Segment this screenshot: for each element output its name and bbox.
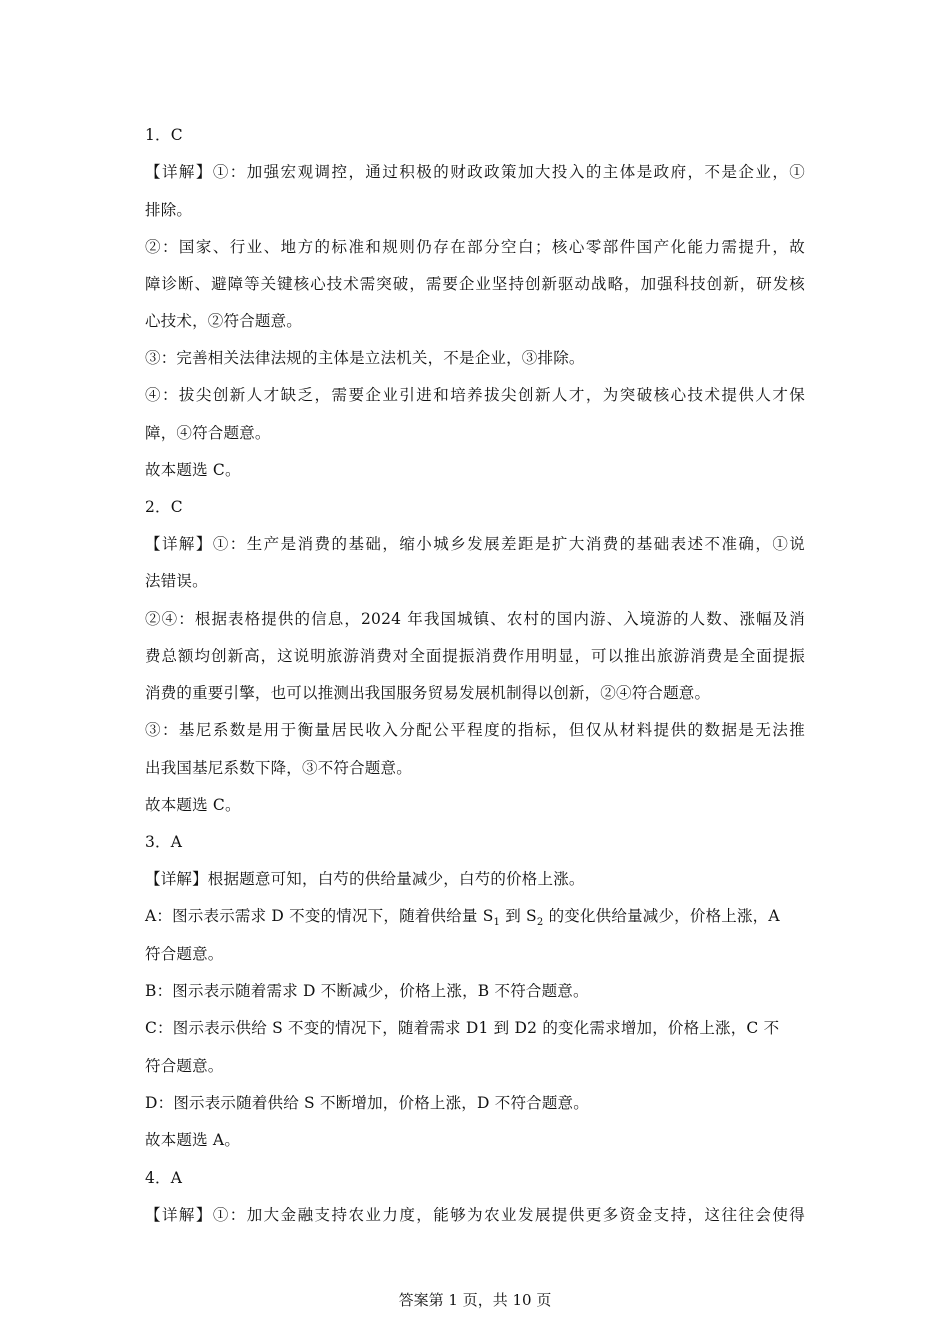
q2-answer-heading: 2．C xyxy=(145,498,183,516)
q2-explanation-line: 消费的重要引擎，也可以推测出我国服务贸易发展机制得以创新，②④符合题意。 xyxy=(145,684,711,702)
q3-text-segment: 的变化供给量减少，价格上涨，A xyxy=(543,907,780,925)
subscript-2: 2 xyxy=(536,917,544,929)
q2-explanation-line: 出我国基尼系数下降，③不符合题意。 xyxy=(145,759,412,777)
q1-explanation-line: 障诊断、避障等关键核心技术需突破，需要企业坚持创新驱动战略，加强科技创新，研发核 xyxy=(145,275,805,293)
q1-explanation-line: 障，④符合题意。 xyxy=(145,424,271,442)
q3-explanation-line: 符合题意。 xyxy=(145,945,224,963)
q1-explanation-line: 心技术，②符合题意。 xyxy=(145,312,303,330)
q2-conclusion: 故本题选 C。 xyxy=(145,796,241,814)
q1-explanation-line: 【详解】①：加强宏观调控，通过积极的财政政策加大投入的主体是政府，不是企业，① xyxy=(145,163,805,181)
q1-explanation-line: ③：完善相关法律法规的主体是立法机关，不是企业，③排除。 xyxy=(145,349,585,367)
q1-conclusion: 故本题选 C。 xyxy=(145,461,241,479)
q4-explanation-line: 【详解】①：加大金融支持农业力度，能够为农业发展提供更多资金支持，这往往会使得 xyxy=(145,1206,805,1224)
page-footer: 答案第 1 页，共 10 页 xyxy=(398,1291,552,1309)
q3-explanation-line xyxy=(145,906,780,929)
q1-answer-heading: 1．C xyxy=(145,126,183,144)
q2-explanation-line: 费总额均创新高，这说明旅游消费对全面提振消费作用明显，可以推出旅游消费是全面提振 xyxy=(145,647,805,665)
subscript-1: 1 xyxy=(493,917,501,929)
q2-explanation-line: 【详解】①：生产是消费的基础，缩小城乡发展差距是扩大消费的基础表述不准确，①说 xyxy=(145,535,805,553)
q3-conclusion: 故本题选 A。 xyxy=(145,1131,241,1149)
q3-explanation-line: 【详解】根据题意可知，白芍的供给量减少，白芍的价格上涨。 xyxy=(145,870,585,888)
q3-explanation-line: D：图示表示随着供给 S 不断增加，价格上涨，D 不符合题意。 xyxy=(145,1094,589,1112)
q4-answer-heading: 4．A xyxy=(145,1169,183,1187)
q2-explanation-line: ③：基尼系数是用于衡量居民收入分配公平程度的指标，但仅从材料提供的数据是无法推 xyxy=(145,721,805,739)
q2-explanation-line: ②④：根据表格提供的信息，2024 年我国城镇、农村的国内游、入境游的人数、涨幅及消 xyxy=(145,610,805,628)
q1-explanation-line: ④：拔尖创新人才缺乏，需要企业引进和培养拔尖创新人才，为突破核心技术提供人才保 xyxy=(145,386,805,404)
q3-text-segment: A：图示表示需求 D 不变的情况下，随着供给量 S xyxy=(145,907,494,925)
q2-explanation-line: 法错误。 xyxy=(145,572,208,590)
q3-explanation-line: B：图示表示随着需求 D 不断减少，价格上涨，B 不符合题意。 xyxy=(145,982,589,1000)
q3-text-segment: 到 S xyxy=(500,907,537,925)
q1-explanation-line: ②：国家、行业、地方的标准和规则仍存在部分空白；核心零部件国产化能力需提升，故 xyxy=(145,238,805,256)
q1-explanation-line: 排除。 xyxy=(145,201,193,219)
q3-answer-heading: 3．A xyxy=(145,833,183,851)
q3-explanation-line: C：图示表示供给 S 不变的情况下，随着需求 D1 到 D2 的变化需求增加，价格上涨，C 不 xyxy=(145,1019,780,1037)
q3-explanation-line: 符合题意。 xyxy=(145,1057,224,1075)
